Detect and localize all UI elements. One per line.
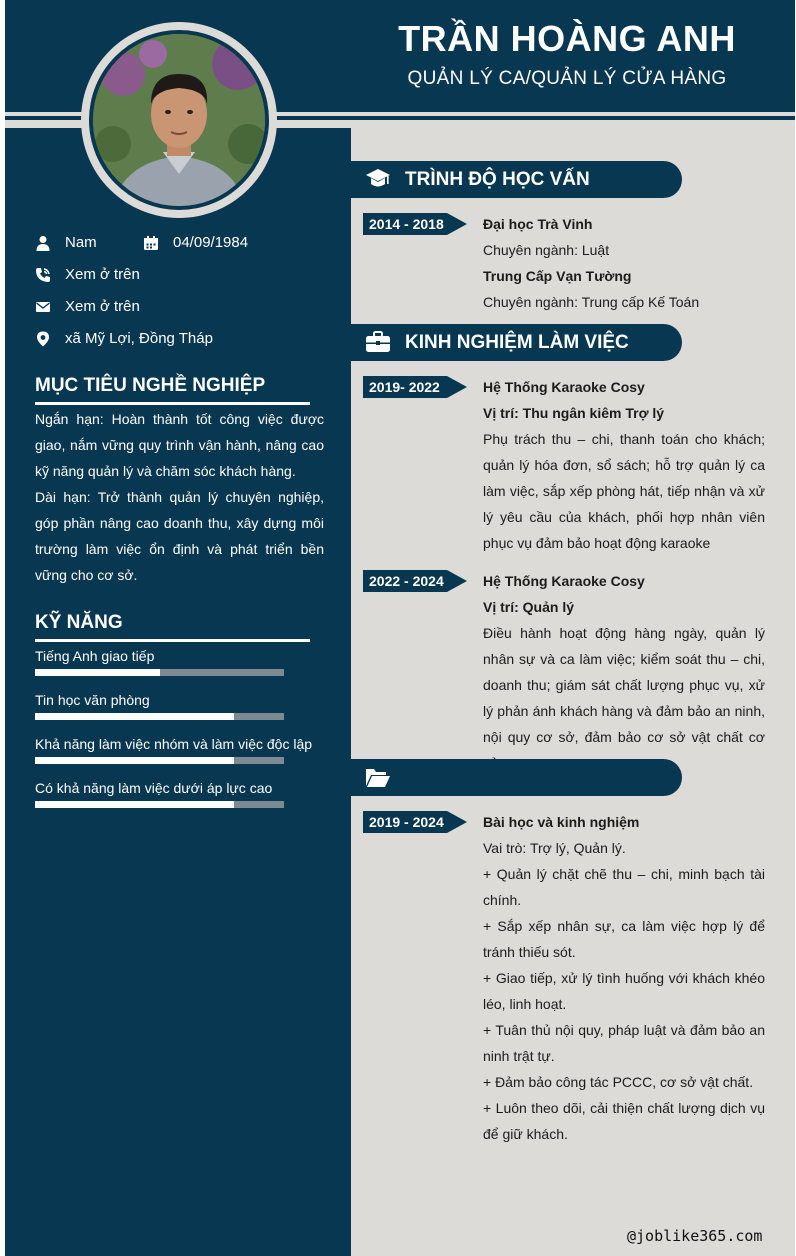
candidate-title: QUẢN LÝ CA/QUẢN LÝ CỬA HÀNG (407, 68, 727, 89)
projects-point: + Quản lý chặt chẽ thu – chi, minh bạch tài chính. (483, 866, 765, 908)
experience-section-header (351, 324, 682, 361)
avatar-frame (81, 22, 277, 218)
watermark: @joblike365.com (627, 1227, 763, 1245)
projects-point: + Luôn theo dõi, cải thiện chất lượng dịch vụ để giữ khách. (483, 1100, 765, 1142)
projects-point: + Sắp xếp nhân sự, ca làm việc hợp lý để tránh thiếu sót. (483, 918, 765, 960)
education-major-2: Chuyên ngành: Trung cấp Kế Toán (483, 294, 700, 310)
address-value: xã Mỹ Lợi, Đồng Tháp (65, 330, 213, 347)
skill-bar (35, 757, 284, 764)
projects-period-badge: 2019 - 2024 (363, 811, 447, 833)
skill-bar (35, 713, 284, 720)
education-school-1: Đại học Trà Vinh (483, 216, 593, 232)
phone-value: Xem ở trên (65, 266, 140, 283)
map-pin-icon (35, 331, 51, 347)
resume-page (5, 0, 795, 1256)
projects-entry (483, 809, 765, 1147)
projects-point: + Giao tiếp, xử lý tình huống với khách khéo léo, linh hoạt. (483, 970, 765, 1012)
objective-short-term: Ngắn hạn: Hoàn thành tốt công việc được giao, nắm vững quy trình vận hành, nâng cao kỹ năng quản lý và chăm sóc khách hàng. (35, 411, 324, 479)
gender-row (35, 234, 97, 251)
job-period-badge: 2022 - 2024 (363, 570, 447, 592)
projects-point: + Đảm bảo công tác PCCC, cơ sở vật chất. (483, 1074, 754, 1090)
phone-icon (35, 267, 51, 283)
skill-bar (35, 801, 284, 808)
avatar-photo (93, 34, 265, 206)
email-value: Xem ở trên (65, 298, 140, 315)
skill-bar-fill (35, 669, 160, 676)
calendar-icon (143, 235, 159, 251)
education-major-1: Chuyên ngành: Luật (483, 242, 610, 258)
skill-label: Tiếng Anh giao tiếp (35, 648, 155, 664)
graduation-cap-icon (365, 167, 391, 191)
phone-row (35, 266, 140, 283)
job-period-badge: 2019- 2022 (363, 376, 447, 398)
email-row (35, 298, 140, 315)
address-row (35, 330, 213, 347)
user-icon (35, 235, 51, 251)
skill-bar-fill (35, 757, 234, 764)
experience-heading: KINH NGHIỆM LÀM VIỆC (405, 332, 629, 353)
candidate-name: TRẦN HOÀNG ANH (398, 18, 736, 59)
birthday-row (143, 234, 248, 251)
gender-value: Nam (65, 234, 97, 251)
envelope-icon (35, 299, 51, 315)
skill-bar-fill (35, 801, 234, 808)
skills-divider (35, 639, 310, 642)
projects-role: Vai trò: Trợ lý, Quản lý. (483, 840, 626, 856)
skill-label: Khả năng làm việc nhóm và làm việc độc lập (35, 736, 313, 752)
skill-bar-fill (35, 713, 234, 720)
job-entry (483, 568, 765, 776)
folder-open-icon (365, 765, 391, 789)
skills-heading: KỸ NĂNG (35, 612, 123, 633)
education-period-badge: 2014 - 2018 (363, 213, 447, 235)
avatar (93, 34, 265, 206)
job-role: Vị trí: Thu ngân kiêm Trợ lý (483, 405, 665, 421)
job-role: Vị trí: Quản lý (483, 599, 575, 615)
skill-label: Tin học văn phòng (35, 692, 150, 708)
projects-section-header (351, 759, 682, 796)
job-description: Phụ trách thu – chi, thanh toán cho khách; quản lý hóa đơn, sổ sách; hỗ trợ quản lý ca làm việc, sắp xếp phòng hát, tiếp nhận và xử lý yêu cầu của khách, phối hợp nhân viên phục vụ đảm bảo hoạt động karaoke (483, 431, 765, 551)
birthday-value: 04/09/1984 (173, 234, 249, 251)
job-company: Hệ Thống Karaoke Cosy (483, 379, 645, 395)
job-company: Hệ Thống Karaoke Cosy (483, 573, 645, 589)
education-heading: TRÌNH ĐỘ HỌC VẤN (405, 169, 590, 190)
skill-label: Có khả năng làm việc dưới áp lực cao (35, 780, 273, 796)
projects-title: Bài học và kinh nghiệm (483, 814, 640, 830)
objective-long-term: Dài hạn: Trở thành quản lý chuyên nghiệp, góp phần nâng cao doanh thu, xây dựng môi trường làm việc ổn định và phát triển bền vững cho cơ sở. (35, 489, 324, 583)
briefcase-icon (365, 330, 391, 354)
education-section-header (351, 161, 682, 198)
objective-heading: MỤC TIÊU NGHỀ NGHIỆP (35, 375, 266, 396)
projects-point: + Tuân thủ nội quy, pháp luật và đảm bảo an ninh trật tự. (483, 1022, 765, 1064)
education-entry (483, 211, 765, 315)
objective-divider (35, 402, 310, 405)
skill-bar (35, 669, 284, 676)
education-school-2: Trung Cấp Vạn Tường (483, 268, 632, 284)
objective-text (35, 406, 324, 588)
job-description: Điều hành hoạt động hàng ngày, quản lý nhân sự và ca làm việc; kiểm soát thu – chi, doanh thu; giám sát chất lượng phục vụ, xử lý phản ánh khách hàng và đảm bảo an ninh, nội quy cơ sở, đảm bảo cơ sở vật chất cơ (483, 625, 765, 745)
job-entry (483, 374, 765, 556)
